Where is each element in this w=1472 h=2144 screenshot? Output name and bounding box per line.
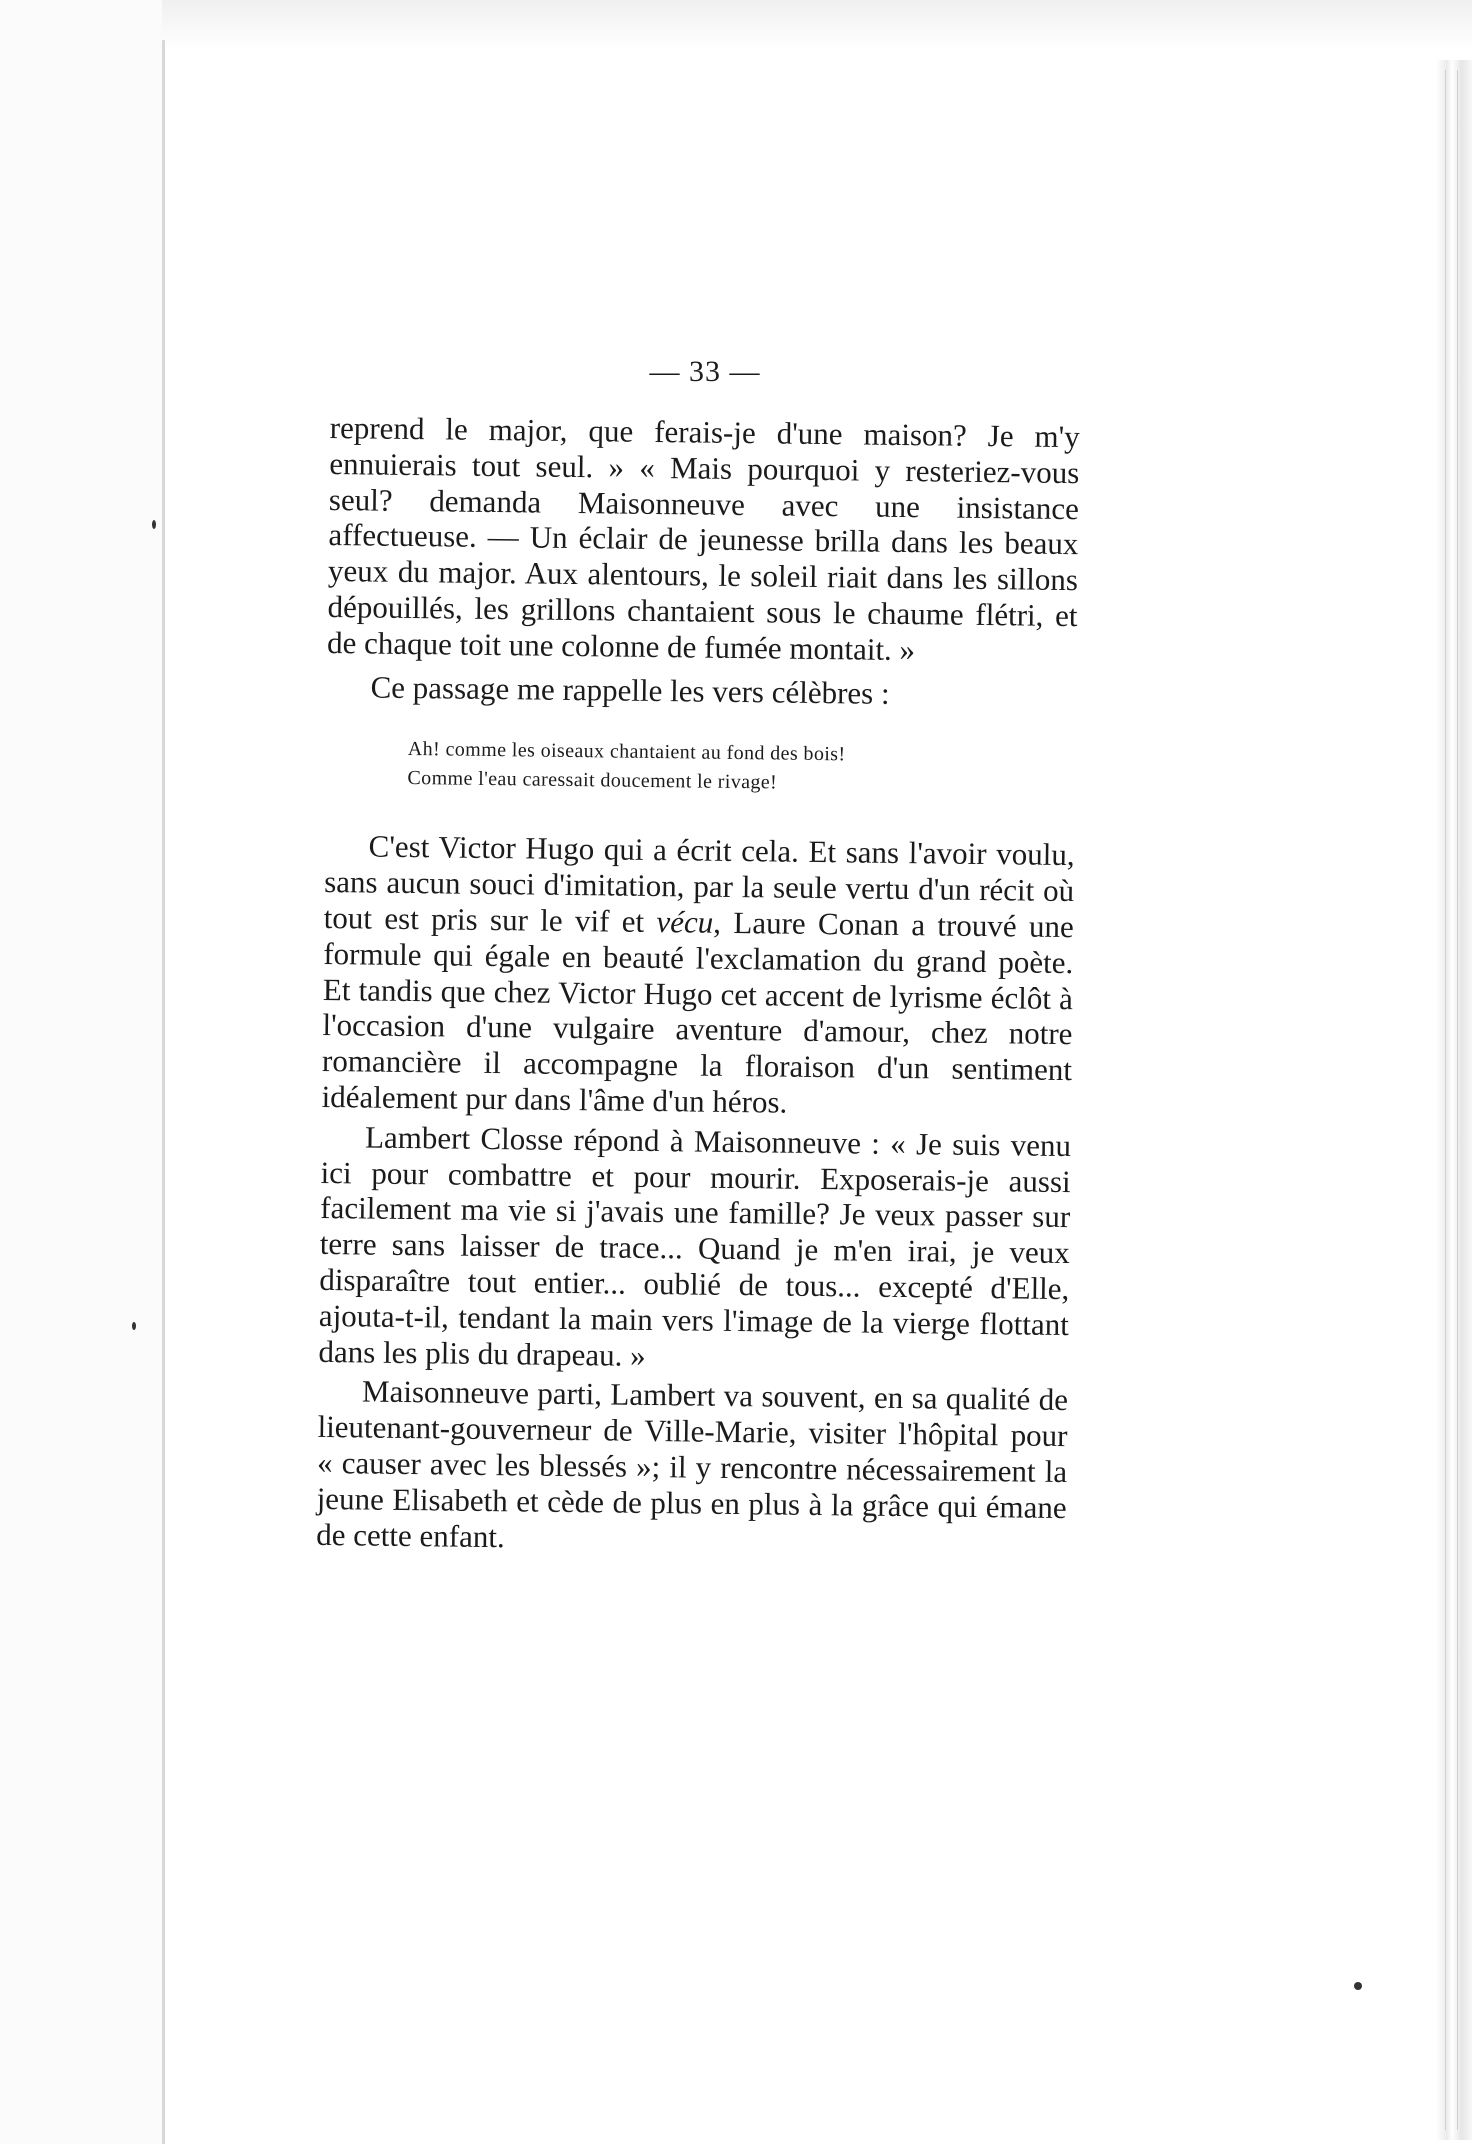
- verse-quotation: [407, 735, 1076, 801]
- paragraph-maisonneuve-parti: Maisonneuve parti, Lambert va souvent, en sa qualité de lieutenant-gouverneur de Ville-Marie, visiter l'hôpital pour « causer avec les blessés »; il y rencontre nécessairement la jeune Elisabeth et cède de plus en plus à la grâce qui émane de cette enfant.: [316, 1373, 1069, 1554]
- scan-top-shadow: [0, 0, 1472, 50]
- paragraph-continuation: reprend le major, que ferais-je d'une maison? Je m'y ennuierais tout seul. » « Mais pourquoi y resteriez-vous seul? demanda Maisonneuve avec une insistance affectueuse. — Un éclair de jeunesse brilla dans les beaux yeux du major. Aux alentours, le soleil riait dans les sillons dépouillés, les grillons chantaient sous le chaume flétri, et de chaque toit une colonne de fumée montait. »: [326, 410, 1080, 667]
- emphasized-word: vécu: [656, 903, 714, 940]
- page-stack-line: [1457, 70, 1458, 2130]
- book-page: [316, 350, 1080, 1750]
- scan-speck: [1354, 1982, 1362, 1990]
- previous-page-edge: [0, 0, 162, 2144]
- page-number: — 33 —: [649, 355, 761, 388]
- binding-gutter-line: [162, 40, 165, 2144]
- paragraph-text: C'est Victor Hugo qui a écrit cela. Et sans l'avoir voulu, sans aucun souci d'imitation, par la seule vertu d'un récit où tout est pris sur le vif et: [323, 828, 1075, 939]
- verse-line: Comme l'eau caressait doucement le rivage!: [407, 767, 778, 794]
- verse-line: Ah! comme les oiseaux chantaient au fond des bois!: [407, 738, 846, 766]
- paragraph-lambert-closse: Lambert Closse répond à Maisonneuve : « Je suis venu ici pour combattre et pour mourir. Exposerais-je aussi facilement ma vie si j'avais une famille? Je veux passer sur terre sans laisser de trace... Quand je m'en irai, je veux disparaître tout entier... oublié de tous... excepté d'Elle, ajouta-t-il, tendant la main vers l'image de la vierge flottant dans les plis du drapeau. »: [318, 1119, 1072, 1373]
- paragraph-verse-intro: Ce passage me rappelle les vers célèbres :: [370, 669, 890, 711]
- scan-speck: [132, 1322, 136, 1330]
- paragraph-victor-hugo: [321, 828, 1074, 1124]
- page-body-text: [316, 410, 1080, 1561]
- page-stack-edge: [1436, 60, 1472, 2140]
- page-stack-line: [1445, 70, 1446, 2130]
- scan-speck: [152, 520, 156, 529]
- paragraph-text: , Laure Conan a trouvé une formule qui égale en beauté l'exclamation du grand poète. Et tandis que chez Victor Hugo cet accent de lyrisme éclôt à l'occasion d'une vulgaire aventure d'amour, chez notre romancière il accompagne la floraison d'un sentiment idéalement pur dans l'âme d'un héros.: [321, 904, 1074, 1120]
